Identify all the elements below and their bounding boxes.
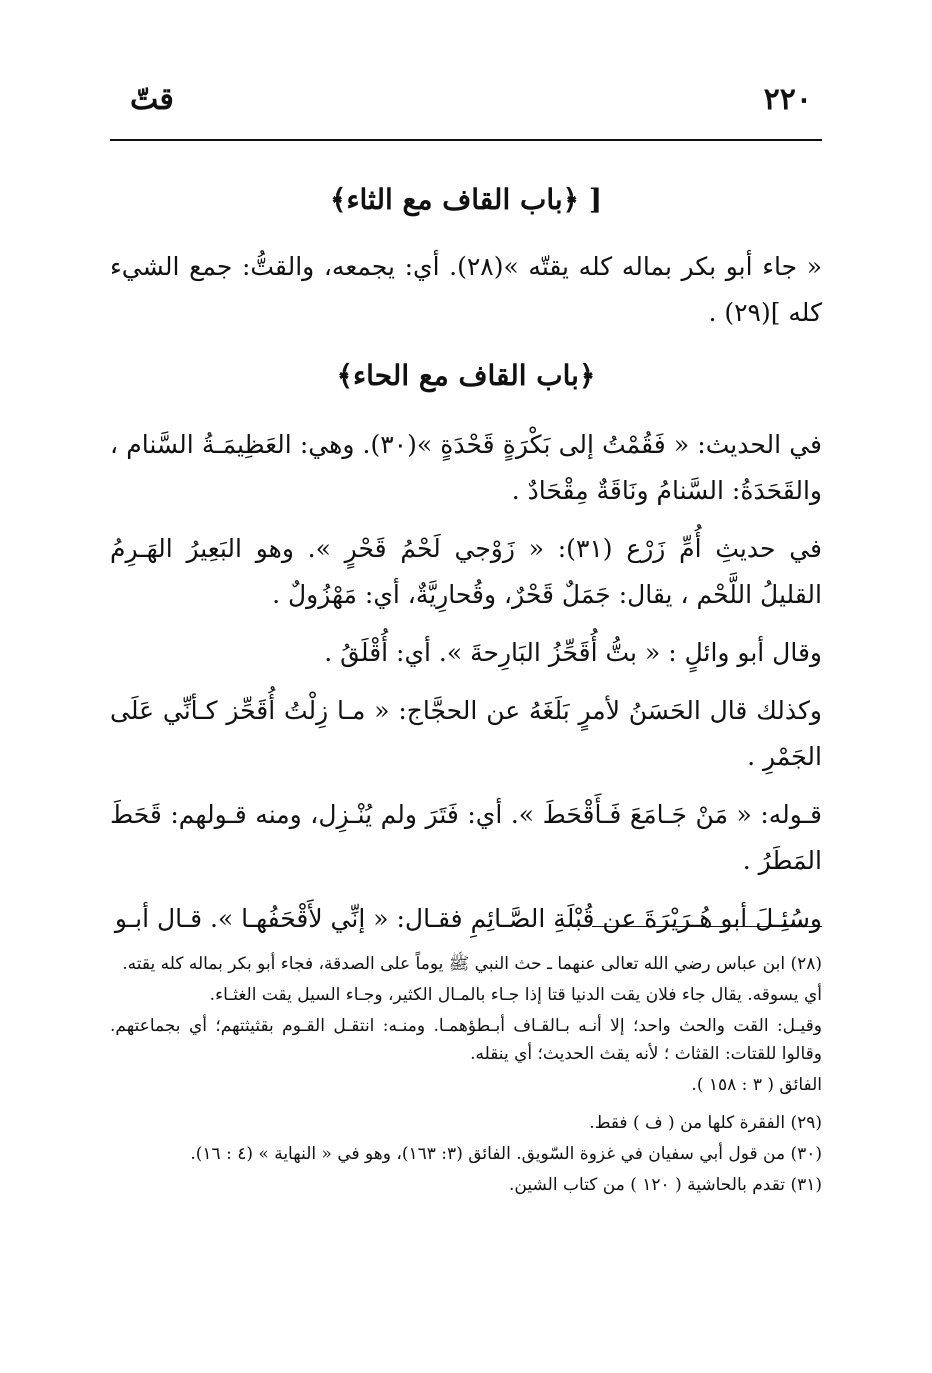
chapter-heading-qaf-tha: [ ﴿باب القاف مع الثاء﴾ [329, 183, 603, 216]
paragraph-abu-hurayra: وسُئِـلَ أبو هُـرَيْرَةَ عن قُبْلَةِ الصَّـائِمِ فقـال: « إنِّي لأَقْحَفُهـا ». قـال أبـو [114, 904, 822, 933]
footnote-29: (٢٩) الفقرة كلها من ( ف ) فقط. [589, 1113, 822, 1133]
footnote-28-line: (٢٨) ابن عباس رضي الله تعالى عنهما ـ حث النبي ﷺ يوماً على الصدقة، فجاء أبو بكر بماله كله يقته. [122, 954, 822, 974]
footnote-30: (٣٠) من قول أبي سفيان في غزوة السّويق. الفائق (٣: ١٦٣)، وهو في « النهاية » (٤ : ١٦). [190, 1144, 822, 1164]
paragraph-abu-wail: وقال أبو وائلٍ : « بتُّ أُقَحِّزُ البَارِحةَ ». أي: أُقْلَقُ . [324, 638, 822, 667]
footnote-divider [592, 926, 822, 927]
section-title: قتّ [130, 82, 174, 117]
paragraph-hasan: وكذلك قال الحَسَنُ لأمرٍ بَلَغَهُ عن الحجَّاج: « مـا زِلْتُ أُقَحِّز كـأنِّي عَلَى الجَمْرِ . [110, 696, 822, 771]
footnote-28-line: أي يسوقه. يقال جاء فلان يقت الدنيا قتا إذا جـاء بالمـال الكثير، وجـاء السيل يقت الغثـاء. [209, 985, 822, 1005]
paragraph-aqhata: قـوله: « مَنْ جَـامَعَ فَـأَقْحَطَ ». أي: فَتَرَ ولم يُنْـزِل، ومنه قـولهم: قَحَطَ المَطَرُ . [110, 800, 822, 875]
main-text [110, 172, 822, 954]
footnote-28 [110, 950, 822, 1099]
chapter-heading-qaf-ha: ﴿باب القاف مع الحاء﴾ [336, 359, 596, 392]
footnote-31: (٣١) تقدم بالحاشية ( ١٢٠ ) من كتاب الشين. [509, 1175, 822, 1195]
footnote-28-line: وقيـل: القت والحث واحد؛ إلا أنـه بـالقـاف أبـطؤهمـا. ومنـه: انتقـل القـوم بقثيثتهم؛ أي بجماعتهم. وقالوا للقتات: القثاث ؛ لأنه يقث الحديث؛ أي ينقله. [110, 1016, 822, 1064]
paragraph-qatt: « جاء أبو بكر بماله كله يقتّه »(٢٨). أي: يجمعه، والقتُّ: جمع الشيء كله ](٢٩) . [110, 252, 822, 327]
paragraph-qahr: في حديثِ أُمِّ زَرْع (٣١): « زَوْجي لَحْمُ قَحْرٍ ». وهو البَعِيرُ الهَـرِمُ القليلُ اللَّحْم ، يقال: جَمَلٌ قَحْرٌ، وقُحارِيَّةٌ، أي: مَهْزُولٌ . [110, 534, 822, 609]
paragraph-qahda: في الحديث: « فَقُمْتُ إلى بَكْرَةٍ قَحْدَةٍ »(٣٠). وهي: العَظِيمَـةُ السَّنام ، والقَحَدَةُ: السَّنامُ ونَاقَةٌ مِقْحَادٌ . [110, 430, 822, 505]
footnotes [110, 950, 822, 1202]
footnote-28-source: الفائق ( ٣ : ١٥٨ ). [691, 1075, 822, 1095]
header-divider [110, 139, 822, 141]
page-number: ٢٢٠ [763, 82, 812, 117]
